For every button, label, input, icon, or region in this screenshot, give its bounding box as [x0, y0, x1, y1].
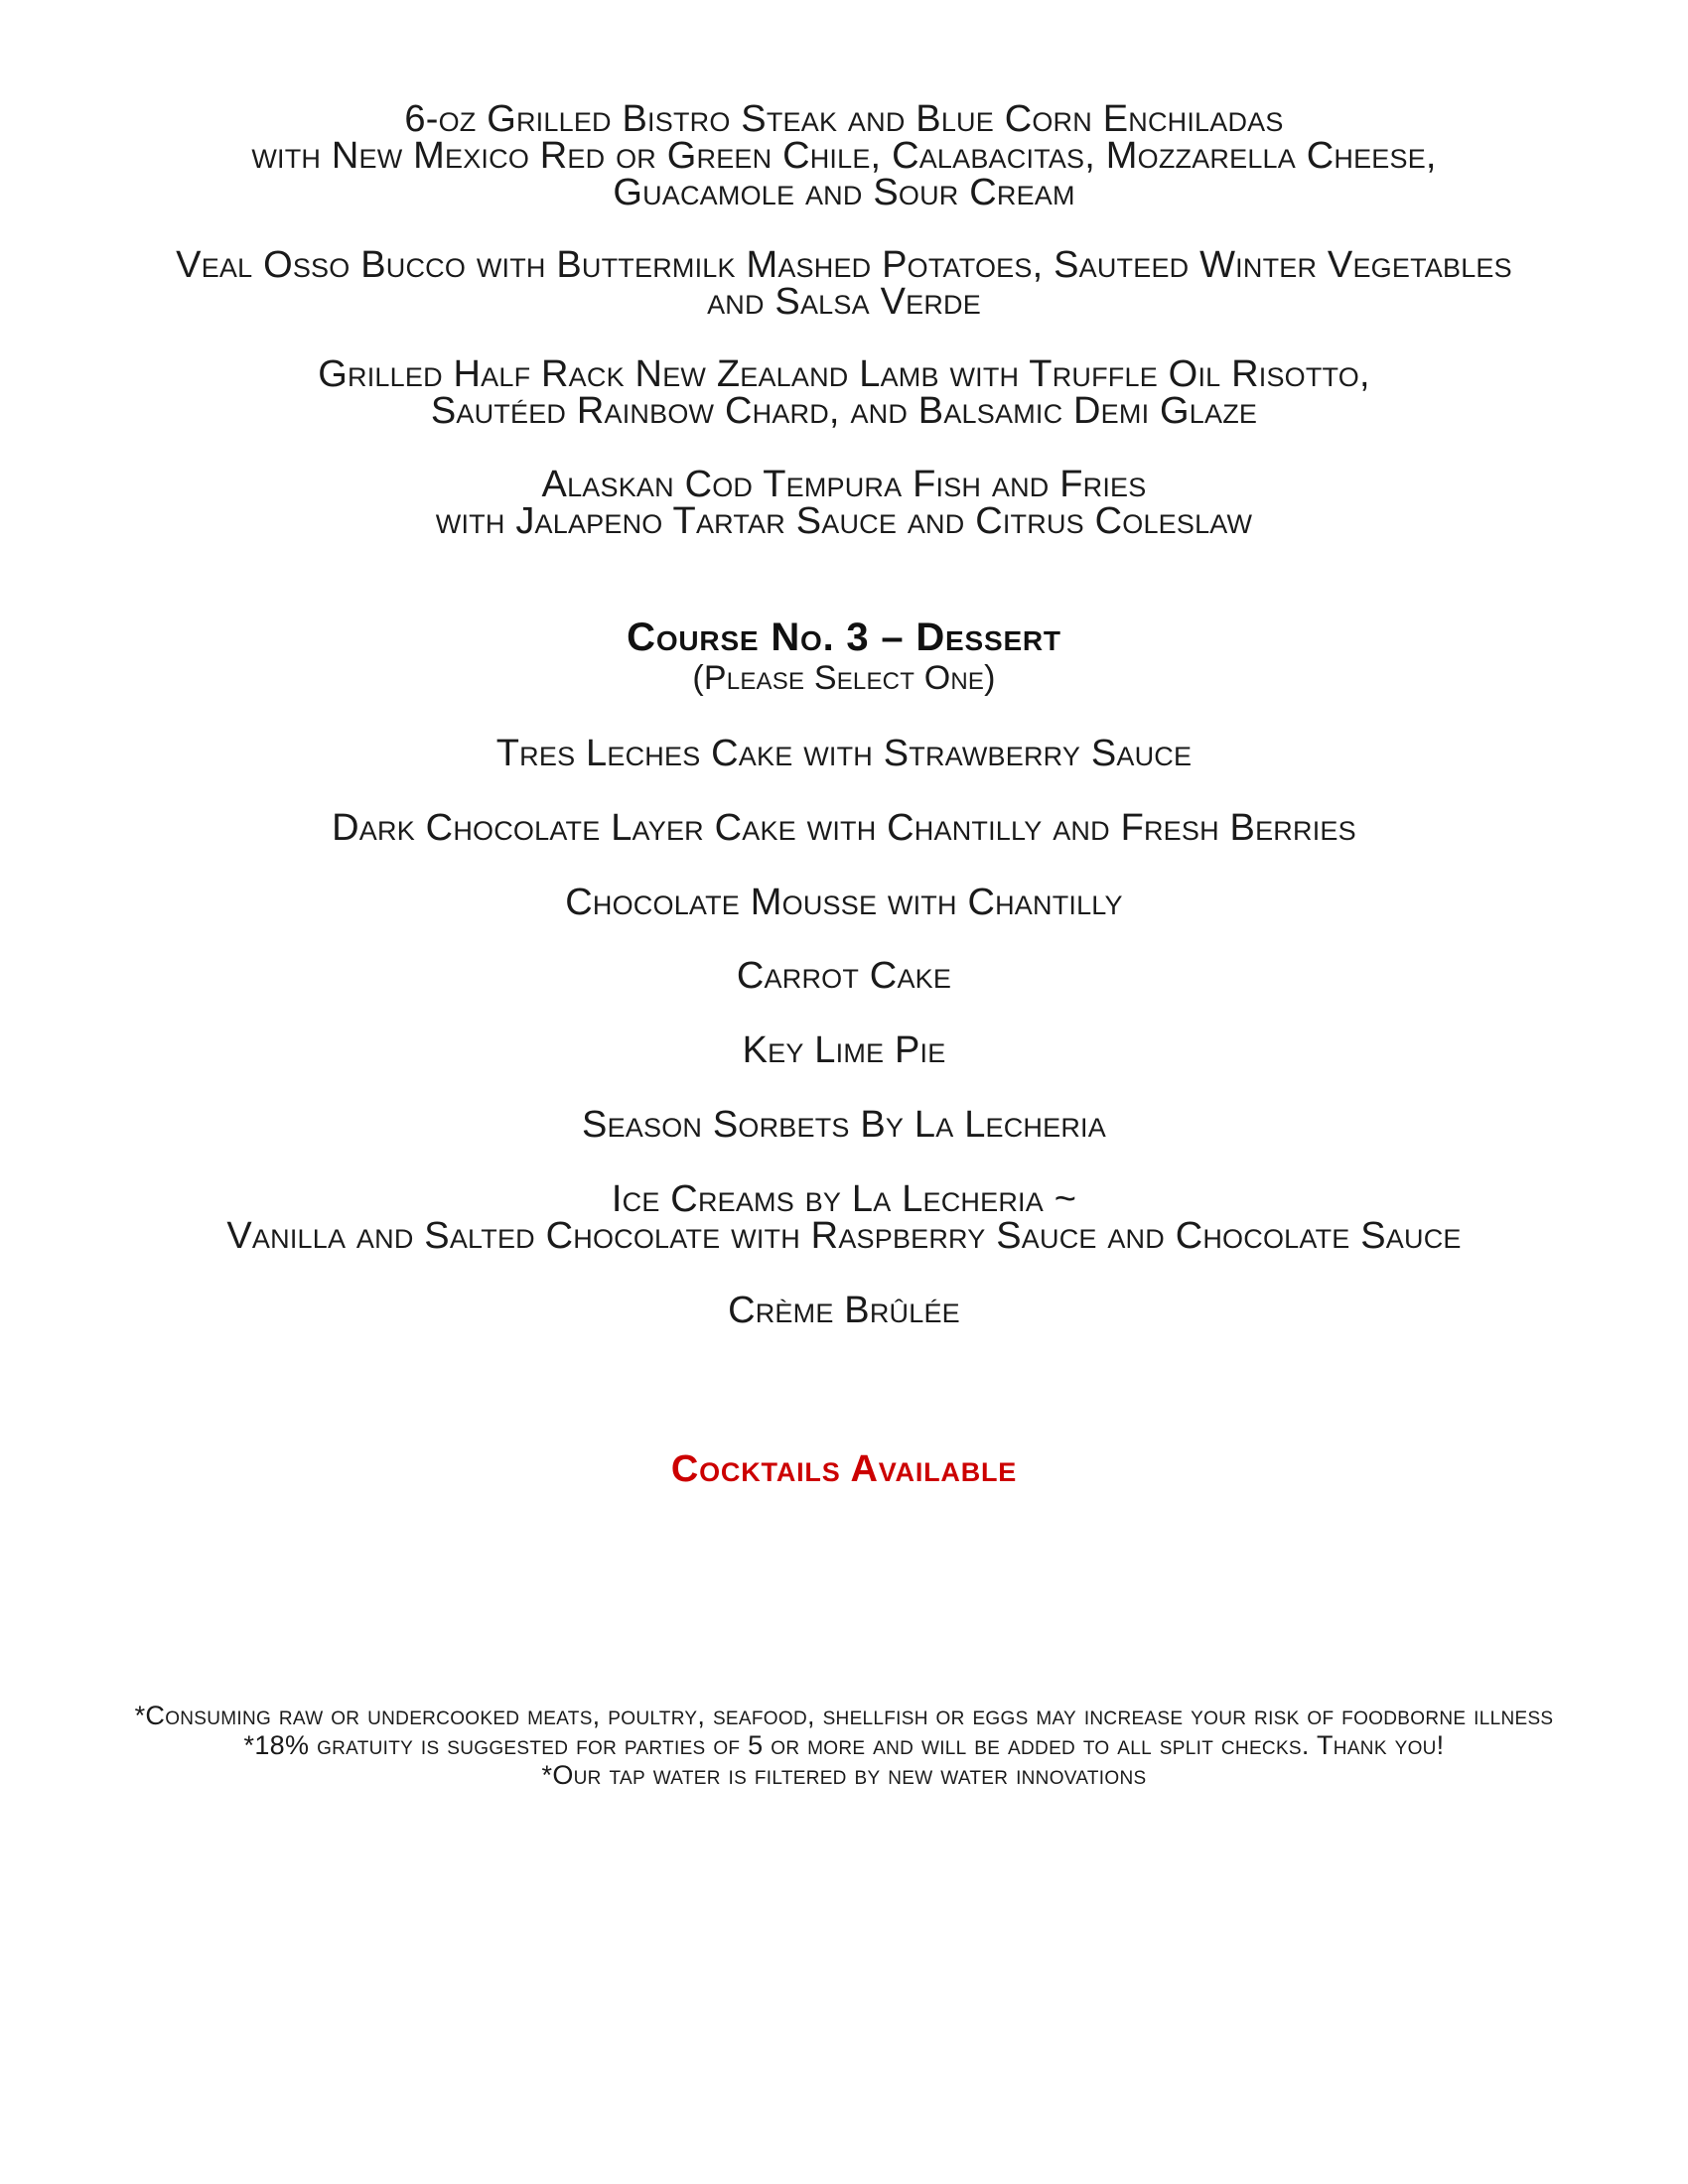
footnote-raw-food-warning: *Consuming raw or undercooked meats, poultry, seafood, shellfish or eggs may increase your risk of foodborne illness: [134, 1701, 1554, 1730]
dessert-item-key-lime-pie: Key Lime Pie: [742, 1029, 946, 1071]
entree-steak-enchiladas-line-1: 6-oz Grilled Bistro Steak and Blue Corn Enchiladas: [404, 98, 1284, 140]
entree-osso-bucco-line-1: Veal Osso Bucco with Buttermilk Mashed Potatoes, Sauteed Winter Vegetables: [176, 244, 1512, 286]
entree-cod-line-2: with Jalapeno Tartar Sauce and Citrus Coleslaw: [435, 500, 1253, 542]
dessert-item-chocolate-layer-cake: Dark Chocolate Layer Cake with Chantilly and Fresh Berries: [332, 807, 1356, 849]
dessert-item-ice-creams-line-2: Vanilla and Salted Chocolate with Raspberry Sauce and Chocolate Sauce: [226, 1215, 1462, 1257]
course-dessert-subtitle: (Please Select One): [692, 659, 996, 697]
entree-lamb-line-1: Grilled Half Rack New Zealand Lamb with Truffle Oil Risotto,: [318, 353, 1370, 395]
dessert-item-chocolate-mousse: Chocolate Mousse with Chantilly: [565, 882, 1123, 923]
dessert-item-carrot-cake: Carrot Cake: [736, 955, 952, 997]
dessert-item-tres-leches: Tres Leches Cake with Strawberry Sauce: [495, 733, 1193, 774]
entree-steak-enchiladas-line-2: with New Mexico Red or Green Chile, Calabacitas, Mozzarella Cheese,: [251, 135, 1437, 177]
dessert-item-sorbets: Season Sorbets By La Lecheria: [582, 1104, 1106, 1146]
dessert-item-creme-brulee: Crème Brûlée: [728, 1290, 960, 1331]
dessert-item-ice-creams-line-1: Ice Creams by La Lecheria ~: [611, 1178, 1077, 1220]
entree-steak-enchiladas-line-3: Guacamole and Sour Cream: [613, 172, 1075, 213]
course-dessert-title: Course No. 3 – Dessert: [627, 615, 1061, 659]
entree-cod-line-1: Alaskan Cod Tempura Fish and Fries: [541, 464, 1147, 505]
footnote-gratuity: *18% gratuity is suggested for parties of 5 or more and will be added to all split checks. Thank you!: [243, 1730, 1445, 1760]
footnote-tap-water: *Our tap water is filtered by new water innovations: [541, 1760, 1147, 1790]
entree-lamb-line-2: Sautéed Rainbow Chard, and Balsamic Demi Glaze: [430, 390, 1258, 432]
entree-osso-bucco-line-2: and Salsa Verde: [707, 281, 981, 323]
cocktails-available-notice: Cocktails Available: [670, 1448, 1018, 1490]
